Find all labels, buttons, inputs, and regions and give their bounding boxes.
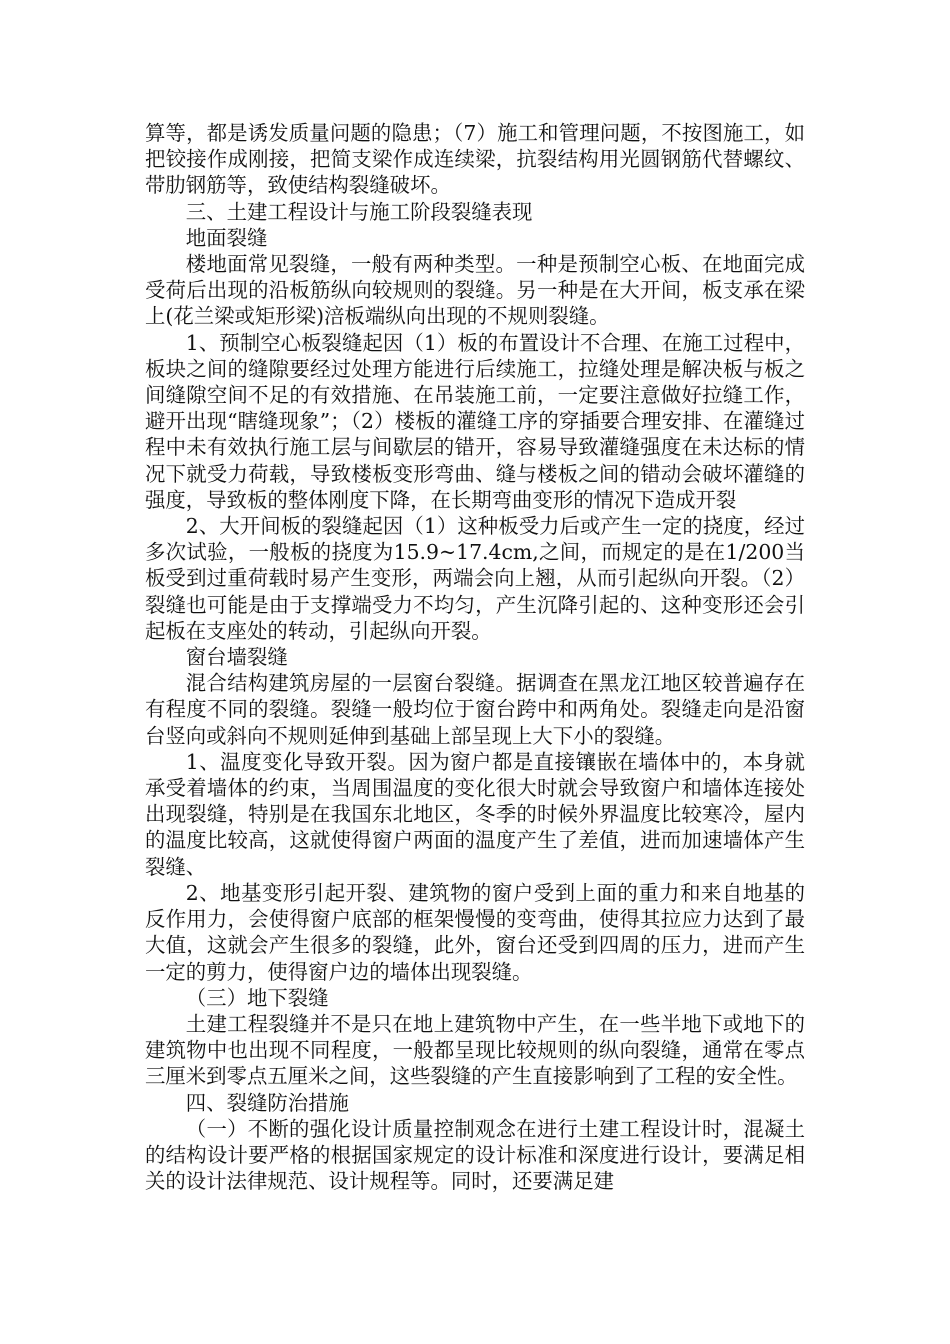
paragraph-design-control: （一）不断的强化设计质量控制观念在进行土建工程设计时，混凝土的结构设计要严格的根据国家规定的设计标准和深度进行设计，要满足相关的设计法律规范、设计规程等。同时，还要满足建	[145, 1116, 805, 1194]
paragraph-window-sill: 混合结构建筑房屋的一层窗台裂缝。据调查在黑龙江地区较普遍存在有程度不同的裂缝。裂缝一般均位于窗台跨中和两角处。裂缝走向是沿窗台竖向或斜向不规则延伸到基础上部呈现上大下小的裂缝。	[145, 671, 805, 748]
paragraph-large-bay-slab: 2、大开间板的裂缝起因（1）这种板受力后或产生一定的挠度，经过多次试验，一般板的挠度为15.9~17.4cm,之间，而规定的是在1/200当板受到过重荷载时易产生变形，两端会向上翘，从而引起纵向开裂。（2）裂缝也可能是由于支撑端受力不均匀，产生沉降引起的、这种变形还会引起板在支座处的转动，引起纵向开裂。	[145, 514, 805, 643]
section-heading-3: 三、土建工程设计与施工阶段裂缝表现	[185, 199, 533, 224]
subheading-window-wall-cracks: 窗台墙裂缝	[185, 645, 288, 670]
paragraph-underground: 土建工程裂缝并不是只在地上建筑物中产生，在一些半地下或地下的建筑物中也出现不同程度，一般都呈现比较规则的纵向裂缝，通常在零点三厘米到零点五厘米之间，这些裂缝的产生直接影响到了工程的安全性。	[145, 1011, 805, 1089]
subheading-underground-cracks: （三）地下裂缝	[185, 985, 329, 1010]
paragraph-temperature: 1、温度变化导致开裂。因为窗户都是直接镶嵌在墙体中的，本身就承受着墙体的约束，当周围温度的变化很大时就会导致窗户和墙体连接处出现裂缝，特别是在我国东北地区，冬季的时候外界温度比较寒冷，屋内的温度比较高，这就使得窗户两面的温度产生了差值，进而加速墙体产生裂缝、	[145, 749, 805, 879]
body-text	[145, 120, 805, 1194]
section-heading-4: 四、裂缝防治措施	[185, 1090, 349, 1115]
paragraph-1: 算等，都是诱发质量问题的隐患；（7）施工和管理问题，不按图施工，如把铰接作成刚接，把简支梁作成连续梁，抗裂结构用光圆钢筋代替螺纹、带肋钢筋等，致使结构裂缝破坏。	[145, 121, 805, 198]
paragraph-hollow-slab: 1、预制空心板裂缝起因（1）板的布置设计不合理、在施工过程中，板块之间的缝隙要经过处理方能进行后续施工，拉缝处理是解决板与板之间缝隙空间不足的有效措施、在吊装施工前，一定要注意做好拉缝工作，避开出现“瞎缝现象”；（2）楼板的灌缝工序的穿插要合理安排、在灌缝过程中未有效执行施工层与间歇层的错开，容易导致灌缝强度在未达标的情况下就受力荷载，导致楼板变形弯曲、缝与楼板之间的错动会破坏灌缝的强度，导致板的整体刚度下降，在长期弯曲变形的情况下造成开裂	[145, 330, 805, 512]
paragraph-foundation: 2、地基变形引起开裂、建筑物的窗户受到上面的重力和来自地基的反作用力，会使得窗户底部的框架慢慢的变弯曲，使得其拉应力达到了最大值，这就会产生很多的裂缝，此外，窗台还受到四周的压力，进而产生一定的剪力，使得窗户边的墙体出现裂缝。	[145, 880, 805, 984]
subheading-floor-cracks: 地面裂缝	[185, 225, 268, 250]
paragraph-floor-types: 楼地面常见裂缝，一般有两种类型。一种是预制空心板、在地面完成受荷后出现的沿板筋纵向较规则的裂缝。另一种是在大开间，板支承在梁上(花兰梁或矩形梁)涪板端纵向出现的不规则裂缝。	[145, 252, 805, 329]
